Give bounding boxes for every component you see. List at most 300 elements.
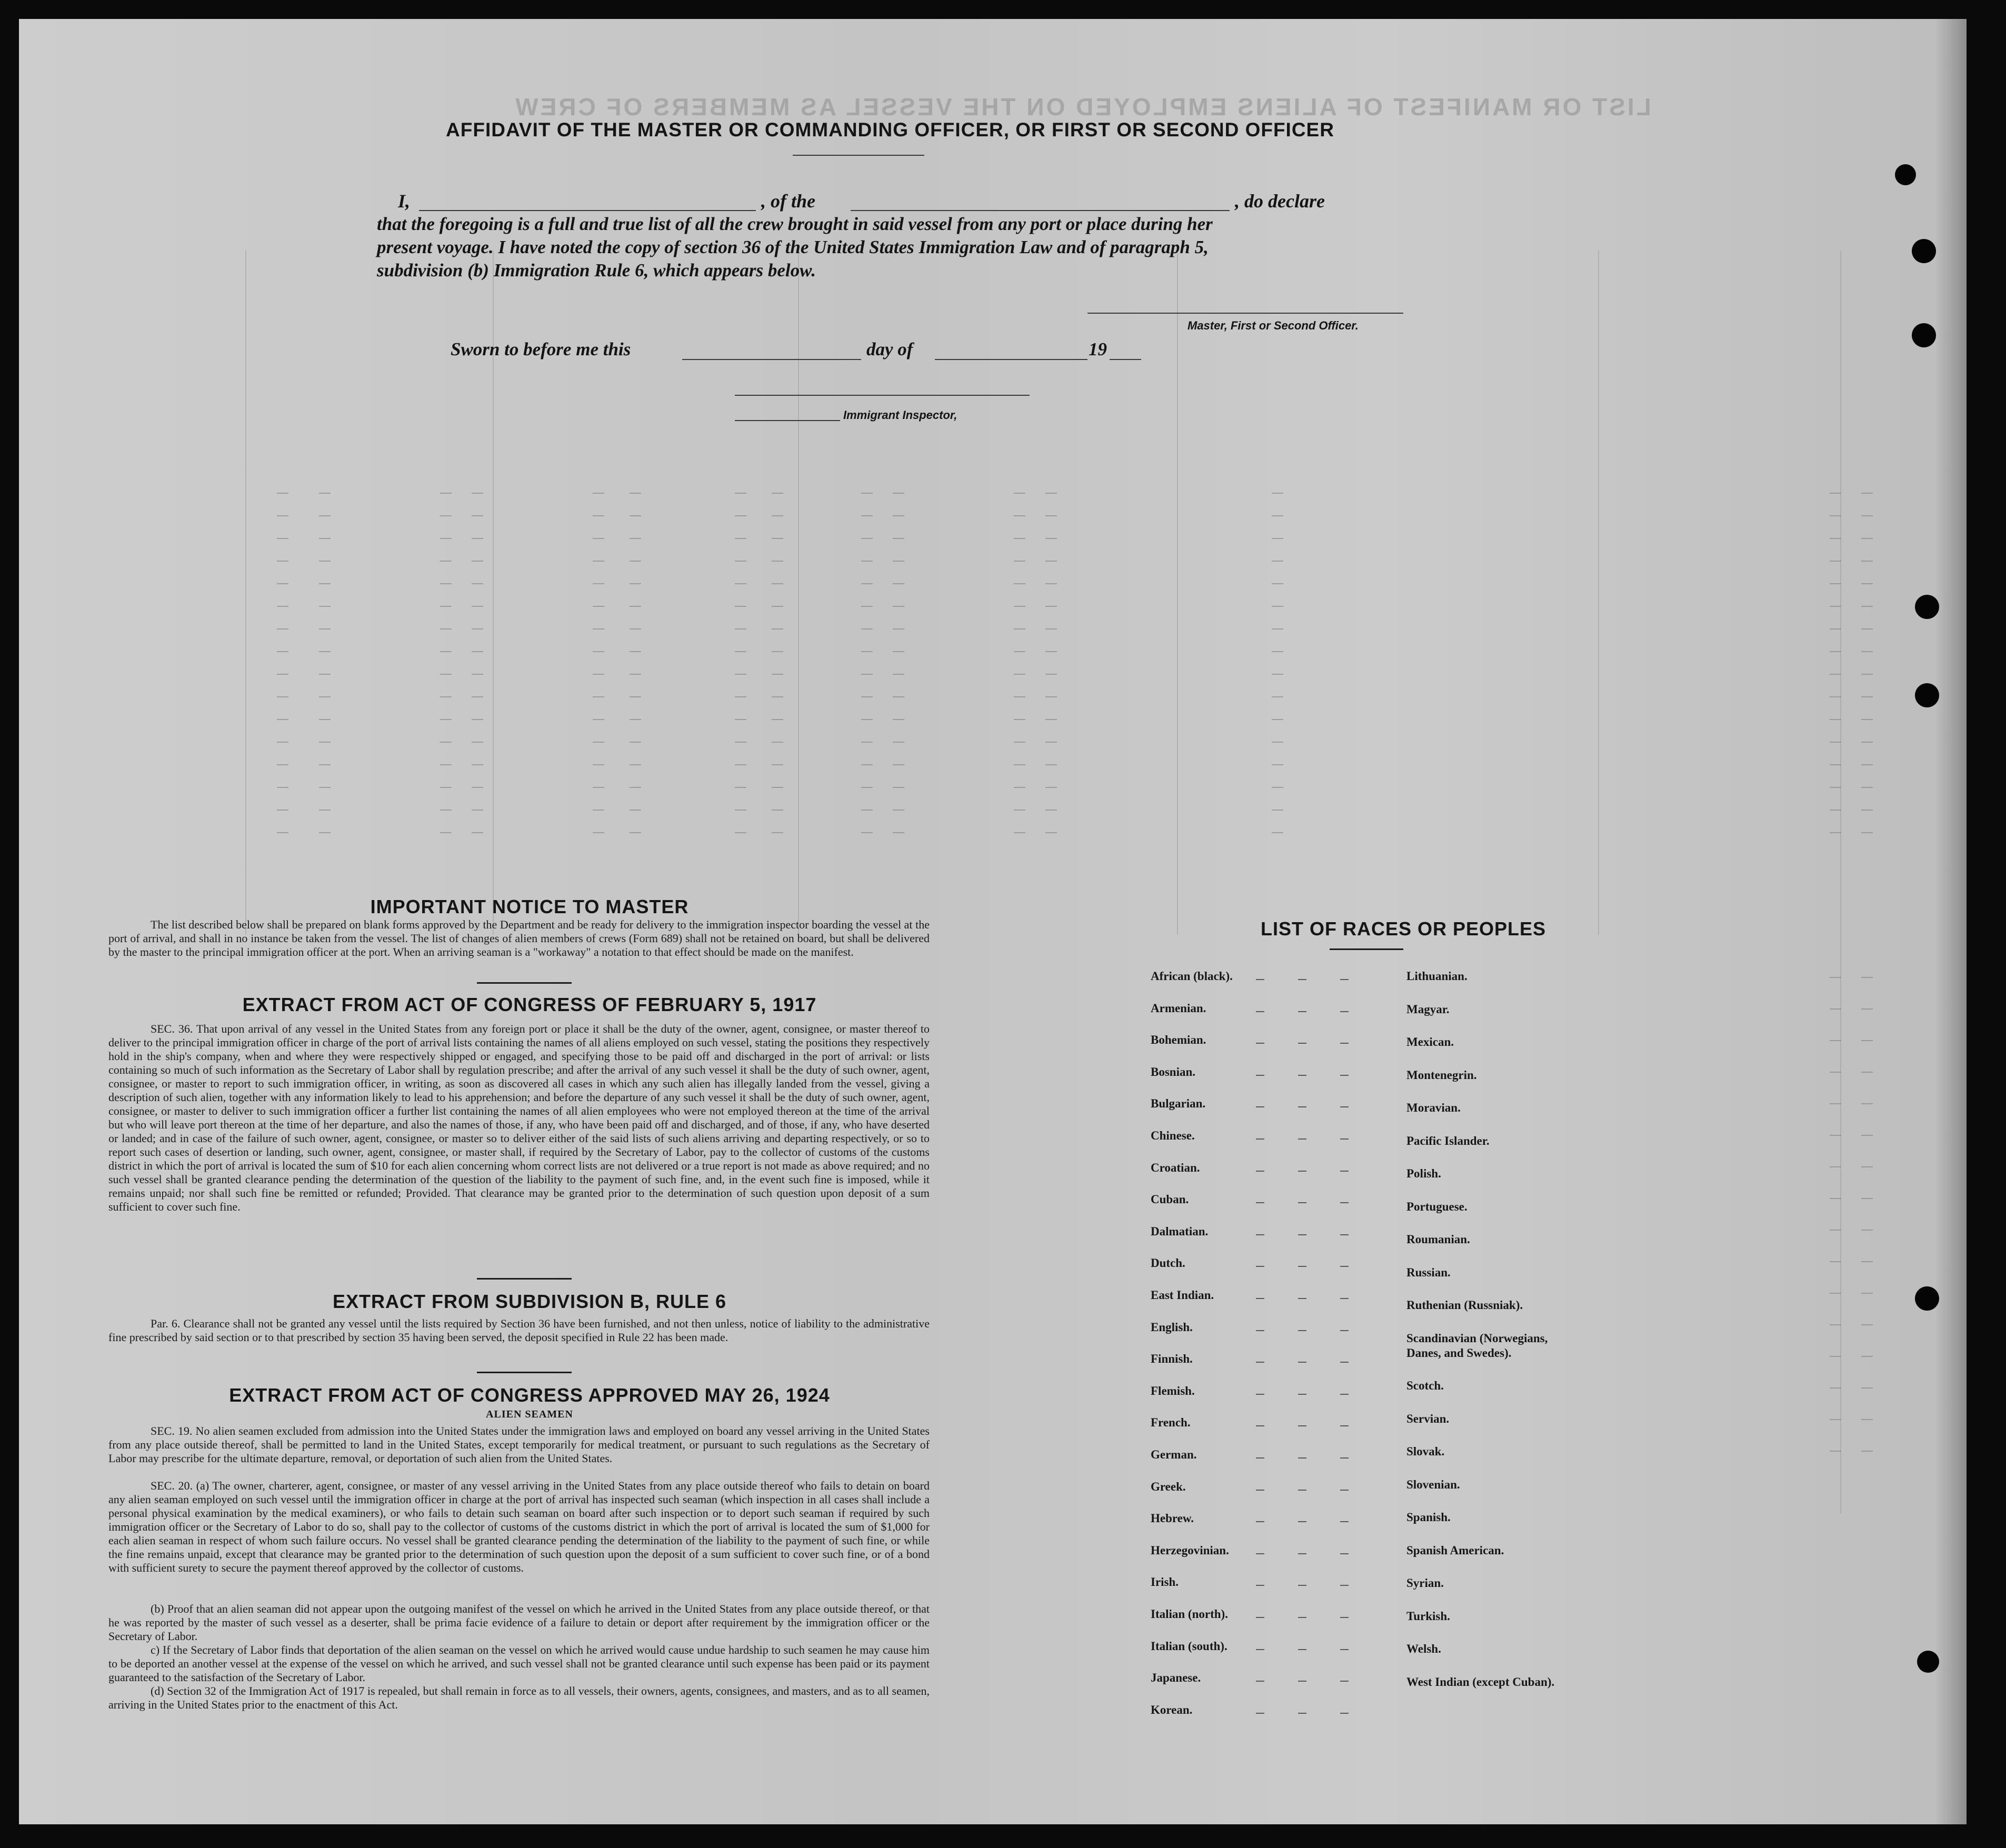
leader-dash [1340, 1521, 1349, 1522]
bleed-through-dash [1272, 606, 1283, 607]
bleed-through-dash [277, 493, 288, 494]
bleed-through-dash [1045, 561, 1057, 562]
race-item: Spanish. [1406, 1511, 1451, 1524]
inspector-caption: Immigrant Inspector, [843, 408, 957, 422]
bleed-through-dash [319, 583, 331, 584]
bleed-through-dash [1014, 832, 1025, 833]
bleed-through-dash [1830, 628, 1841, 630]
leader-dash [1298, 1234, 1306, 1235]
bleed-through-dash [861, 832, 873, 833]
bleed-through-dash [277, 787, 288, 788]
bleed-through-dash [1045, 742, 1057, 743]
race-item: Japanese. [1151, 1671, 1201, 1685]
leader-dash [1256, 1171, 1264, 1172]
race-item: Armenian. [1151, 1001, 1206, 1015]
leader-dash [1340, 1234, 1349, 1235]
bleed-through-dash [861, 810, 873, 811]
bleed-through-dash [772, 515, 783, 516]
bleed-through-dash [861, 515, 873, 516]
leader-dash [1298, 1362, 1306, 1363]
race-item: Magyar. [1406, 1002, 1450, 1016]
bleed-through-dash [735, 810, 746, 811]
bleed-through-dash [630, 561, 641, 562]
bleed-through-dash [472, 696, 483, 697]
bleed-through-dash [1830, 810, 1841, 811]
bleed-through-dash [1272, 787, 1283, 788]
rule6-text: Par. 6. Clearance shall not be granted any vessel until the lists required by Section 36 have been furnished, and not then unless, notice of liability to the administrative fine prescribed by said section or to that prescribed by section 35 having been served, the deposit specified in Rule 22 has been made. [108, 1317, 930, 1344]
bleed-through-dash [472, 719, 483, 720]
bleed-through-dash [593, 742, 604, 743]
bleed-through-dash [1861, 538, 1873, 539]
bleed-through-dash [735, 764, 746, 765]
bleed-through-dash [1272, 493, 1283, 494]
bleed-through-dash [1830, 1103, 1841, 1104]
binder-hole [1915, 1286, 1939, 1311]
bleed-through-dash [861, 787, 873, 788]
bleed-through-dash [472, 674, 483, 675]
bleed-through-dash [1045, 764, 1057, 765]
bleed-through-dash [593, 719, 604, 720]
race-item: Ruthenian (Russniak). [1406, 1298, 1523, 1312]
bleed-through-dash [440, 810, 452, 811]
leader-dash [1340, 1043, 1349, 1044]
bleed-through-dash [1272, 538, 1283, 539]
bleed-through-dash [1861, 787, 1873, 788]
declarant-i: I, [398, 191, 411, 212]
bleed-through-dash [319, 538, 331, 539]
bleed-through-dash [1830, 1166, 1841, 1167]
bleed-through-dash [893, 561, 904, 562]
bleed-through-dash [1830, 1072, 1841, 1073]
bleed-through-dash [1861, 742, 1873, 743]
bleed-through-dash [277, 719, 288, 720]
bleed-through-dash [1830, 719, 1841, 720]
leader-dash [1256, 1075, 1264, 1076]
leader-dash [1256, 1138, 1264, 1140]
leader-dash [1340, 1425, 1349, 1426]
column-divider [1598, 251, 1599, 935]
races-divider [1330, 948, 1403, 950]
extract-1924-subtitle: ALIEN SEAMEN [486, 1409, 573, 1420]
leader-dash [1298, 979, 1306, 980]
race-item: Syrian. [1406, 1576, 1444, 1590]
leader-dash [1340, 1106, 1349, 1107]
race-item: Roumanian. [1406, 1233, 1470, 1246]
bleed-through-dash [1014, 696, 1025, 697]
bleed-through-dash [1014, 561, 1025, 562]
leader-dash [1298, 1617, 1306, 1618]
bleed-through-dash [893, 764, 904, 765]
race-item: Servian. [1406, 1412, 1450, 1425]
leader-dash [1340, 1298, 1349, 1299]
bleed-through-dash [772, 742, 783, 743]
leader-dash [1298, 1075, 1306, 1076]
bleed-through-dash [319, 764, 331, 765]
bleed-through-dash [861, 538, 873, 539]
bleed-through-dash [861, 628, 873, 630]
bleed-through-dash [440, 742, 452, 743]
binder-hole [1895, 164, 1916, 185]
bleed-through-dash [593, 628, 604, 630]
bleed-through-dash [630, 810, 641, 811]
leader-dash [1256, 1617, 1264, 1618]
bleed-through-dash [735, 719, 746, 720]
leader-dash [1340, 1171, 1349, 1172]
affidavit-line-1 [398, 190, 1409, 213]
vessel-name-line [851, 210, 1230, 211]
race-item: Hebrew. [1151, 1512, 1194, 1525]
leader-dash [1256, 1713, 1264, 1714]
bleed-through-dash [1272, 719, 1283, 720]
bleed-through-dash [861, 561, 873, 562]
leader-dash [1256, 1425, 1264, 1426]
notice-text: The list described below shall be prepared on blank forms approved by the Department and be ready for delivery to the immigration inspector boarding the vessel at the port of arrival, and shall in no instance be taken from the vessel. The list of changes of alien members of crews (Form 689) shall not be retained on board, but shall be delivered by the master to the principal immigration officer at the port. When an arriving seaman is a "workaway" a notation to that effect should be made on the manifest. [108, 918, 930, 958]
bleed-through-dash [735, 583, 746, 584]
bleed-through-dash [472, 538, 483, 539]
bleed-through-dash [1830, 493, 1841, 494]
race-item: African (black). [1151, 970, 1233, 983]
leader-dash [1298, 1106, 1306, 1107]
bleed-through-dash [593, 651, 604, 652]
column-divider [245, 251, 246, 935]
bleed-through-dash [893, 606, 904, 607]
race-item: Greek. [1151, 1480, 1186, 1493]
bleed-through-dash [1830, 1356, 1841, 1357]
bleed-through-dash [1045, 674, 1057, 675]
leader-dash [1298, 1425, 1306, 1426]
bleed-through-dash [593, 696, 604, 697]
bleed-through-dash [630, 515, 641, 516]
bleed-through-dash [1861, 832, 1873, 833]
bleed-through-dash [319, 832, 331, 833]
race-item: Montenegrin. [1406, 1068, 1477, 1082]
race-item: Russian. [1406, 1265, 1451, 1279]
leader-dash [1256, 1202, 1264, 1203]
bleed-through-dash [1014, 651, 1025, 652]
bleed-through-dash [1861, 719, 1873, 720]
bleed-through-dash [440, 787, 452, 788]
bleed-through-dash [630, 742, 641, 743]
race-item: Herzegovinian. [1151, 1543, 1229, 1557]
leader-dash [1256, 1457, 1264, 1459]
bleed-through-dash [593, 583, 604, 584]
leader-dash [1256, 1298, 1264, 1299]
bleed-through-dash [772, 810, 783, 811]
leader-dash [1298, 1553, 1306, 1554]
bleed-through-dash [1830, 764, 1841, 765]
race-item: Pacific Islander. [1406, 1134, 1490, 1147]
race-item: Cuban. [1151, 1193, 1189, 1206]
bleed-through-dash [735, 742, 746, 743]
race-item: West Indian (except Cuban). [1406, 1675, 1555, 1689]
bleed-through-dash [735, 651, 746, 652]
bleed-through-dash [1830, 515, 1841, 516]
leader-dash [1256, 1362, 1264, 1363]
bleed-through-dash [630, 628, 641, 630]
affidavit-title-underline [793, 155, 924, 156]
race-item: Danes, and Swedes). [1406, 1346, 1512, 1360]
leader-dash [1298, 1457, 1306, 1459]
bleed-through-dash [772, 832, 783, 833]
bleed-through-dash [1014, 787, 1025, 788]
bleed-through-dash [893, 674, 904, 675]
bleed-through-dash [593, 515, 604, 516]
bleed-through-dash [861, 719, 873, 720]
bleed-through-dash [1861, 810, 1873, 811]
leader-dash [1256, 1394, 1264, 1395]
bleed-through-dash [1045, 719, 1057, 720]
bleed-through-dash [319, 628, 331, 630]
bleed-through-dash [277, 606, 288, 607]
bleed-through-dash [1830, 583, 1841, 584]
bleed-through-dash [277, 538, 288, 539]
bleed-through-dash [277, 810, 288, 811]
leader-dash [1340, 1649, 1349, 1650]
master-signature-caption: Master, First or Second Officer. [1187, 319, 1359, 332]
bleed-through-dash [772, 561, 783, 562]
bleed-through-dash [440, 538, 452, 539]
affidavit-line-3: present voyage. I have noted the copy of section 36 of the United States Immigration Law and of paragraph 5, [377, 237, 1209, 257]
leader-dash [1340, 1713, 1349, 1714]
bleed-through-dash [1861, 561, 1873, 562]
bleed-through-dash [277, 674, 288, 675]
bleed-through-dash [630, 606, 641, 607]
leader-dash [1298, 1138, 1306, 1140]
bleed-through-dash [440, 493, 452, 494]
bleed-through-dash [772, 764, 783, 765]
bleed-through-dash [735, 696, 746, 697]
bleed-through-dash [440, 651, 452, 652]
bleed-through-dash [1830, 561, 1841, 562]
bleed-through-dash [893, 628, 904, 630]
race-item: Croatian. [1151, 1161, 1200, 1174]
bleed-through-dash [277, 628, 288, 630]
bleed-through-dash [472, 832, 483, 833]
leader-dash [1298, 1585, 1306, 1586]
bleed-through-dash [772, 696, 783, 697]
bleed-through-dash [630, 538, 641, 539]
bleed-through-dash [893, 832, 904, 833]
bleed-through-dash [630, 674, 641, 675]
bleed-through-dash [440, 561, 452, 562]
bleed-through-dash [1014, 719, 1025, 720]
bleed-through-dash [1830, 832, 1841, 833]
bleed-through-dash [319, 493, 331, 494]
bleed-through-dash [319, 515, 331, 516]
bleed-through-dash [1045, 538, 1057, 539]
bleed-through-dash [277, 583, 288, 584]
bleed-through-dash [735, 515, 746, 516]
bleed-through-dash [861, 651, 873, 652]
bleed-through-dash [1861, 1324, 1873, 1325]
sworn-date-line [682, 359, 861, 360]
bleed-through-dash [593, 832, 604, 833]
race-item: German. [1151, 1448, 1197, 1461]
bleed-through-dash [319, 651, 331, 652]
bleed-through-dash [1830, 1261, 1841, 1262]
bleed-through-dash [319, 674, 331, 675]
extract-1924-sec20c: c) If the Secretary of Labor finds that deportation of the alien seaman on the vessel on which he arrived would cause undue hardship to such seamen he may cause him to be deported an another vessel at the expense of the vessel on which he arrived, and such vessel shall not be granted clearance until such expense has been paid or its payment guaranteed to the satisfaction of the Secretary of Labor. [108, 1643, 930, 1684]
race-item: Turkish. [1406, 1609, 1450, 1623]
bleed-through-dash [1861, 1008, 1873, 1010]
bleed-through-dash [1861, 1198, 1873, 1199]
bleed-through-dash [1272, 764, 1283, 765]
bleed-through-dash [1830, 1040, 1841, 1041]
leader-dash [1256, 1521, 1264, 1522]
leader-dash [1298, 1043, 1306, 1044]
leader-dash [1340, 1011, 1349, 1012]
sworn-month-line [935, 359, 1087, 360]
bleed-through-dash [772, 493, 783, 494]
race-item: Bosnian. [1151, 1065, 1196, 1078]
bleed-through-dash [1014, 606, 1025, 607]
bleed-through-dash [1830, 538, 1841, 539]
sworn-year-line [1110, 359, 1141, 360]
bleed-through-dash [277, 561, 288, 562]
bleed-through-dash [772, 583, 783, 584]
bleed-through-dash [277, 764, 288, 765]
bleed-through-dash [593, 764, 604, 765]
leader-dash [1340, 979, 1349, 980]
bleed-through-dash [277, 742, 288, 743]
bleed-through-dash [630, 764, 641, 765]
race-item: Slovak. [1406, 1445, 1445, 1458]
bleed-through-dash [630, 787, 641, 788]
bleed-through-dash [1861, 1356, 1873, 1357]
race-item: Polish. [1406, 1167, 1441, 1180]
leader-dash [1256, 1234, 1264, 1235]
race-item: Dalmatian. [1151, 1224, 1209, 1238]
leader-dash [1340, 1330, 1349, 1331]
bleed-through-dash [735, 787, 746, 788]
bleed-through-dash [1861, 606, 1873, 607]
bleed-through-dash [1830, 1198, 1841, 1199]
bleed-through-dash [1861, 583, 1873, 584]
bleed-through-dash [735, 493, 746, 494]
bleed-through-dash [1830, 1008, 1841, 1010]
right-edge-shadow [1935, 19, 1967, 1824]
bleed-through-dash [1830, 787, 1841, 788]
bleed-through-dash [735, 628, 746, 630]
bleed-through-dash [1830, 1419, 1841, 1420]
bleed-through-dash [772, 651, 783, 652]
bleed-through-dash [1861, 1387, 1873, 1389]
binder-hole [1915, 683, 1939, 707]
bleed-through-dash [735, 606, 746, 607]
bleed-through-dash [472, 515, 483, 516]
leader-dash [1340, 1362, 1349, 1363]
bleed-through-dash [735, 538, 746, 539]
leader-dash [1340, 1617, 1349, 1618]
bleed-through-dash [1272, 515, 1283, 516]
bleed-through-dash [893, 515, 904, 516]
manifest-page [19, 19, 1967, 1824]
race-item: Italian (north). [1151, 1607, 1228, 1621]
bleed-through-dash [472, 810, 483, 811]
bleed-through-dash [893, 787, 904, 788]
binder-hole [1912, 239, 1936, 263]
bleed-through-dash [440, 583, 452, 584]
race-item: Spanish American. [1406, 1543, 1504, 1557]
bleed-through-dash [1014, 515, 1025, 516]
leader-dash [1256, 1266, 1264, 1267]
extract-1924-sec20b: (b) Proof that an alien seaman did not appear upon the outgoing manifest of the vessel on which he arrived in the United States from any place outside thereof, or that he was reported by the master of such vessel as a deserter, shall be prima facie evidence of a failure to detain or deport after requirement by the immigration officer or the Secretary of Labor. [108, 1602, 930, 1643]
race-item: Flemish. [1151, 1384, 1195, 1397]
bleed-through-dash [1014, 538, 1025, 539]
leader-dash [1298, 1490, 1306, 1491]
bleed-through-dash [1861, 696, 1873, 697]
master-signature-line [1087, 313, 1403, 314]
race-item: Italian (south). [1151, 1639, 1227, 1653]
bleed-through-dash [735, 674, 746, 675]
bleed-through-dash [319, 810, 331, 811]
bleed-through-dash [472, 493, 483, 494]
sworn-line [451, 339, 1187, 365]
bleed-through-dash [319, 719, 331, 720]
bleed-through-dash [472, 583, 483, 584]
bleed-through-dash [893, 719, 904, 720]
leader-dash [1256, 1553, 1264, 1554]
bleed-through-dash [593, 493, 604, 494]
bleed-through-dash [472, 787, 483, 788]
race-item: Finnish. [1151, 1352, 1193, 1366]
bleed-through-dash [1045, 628, 1057, 630]
bleed-through-dash [1861, 1293, 1873, 1294]
race-item: Mexican. [1406, 1035, 1454, 1048]
bleed-through-dash [893, 493, 904, 494]
extract-1924-sec20a: SEC. 20. (a) The owner, charterer, agent, consignee, or master of any vessel arriving in the United States from any place outside thereof who fails to detain on board any alien seaman employed on such vessel until the immigration officer in charge at the port of arrival has inspected such seaman (which inspection in all cases shall include a personal physical examination by the medical examiners), or who fails to detain such seaman on board after such inspection or to deport such seaman if required by such immigration officer or the Secretary of Labor to do so, shall pay to the collector of customs of the customs district in which the port of arrival is located the sum of $1,000 for each alien seaman in respect of whom such failure occurs. No vessel shall be granted clearance pending the determination of the liability to the payment of such fine, or while the fine remains unpaid, except that clearance may be granted prior to the determination of such question upon the deposit of a sum sufficient to cover such fine, or of a bond with sufficient surety to secure the payment thereof approved by the collector of customs. [108, 1479, 930, 1574]
bleed-through-dash [630, 651, 641, 652]
bleed-through-dash [1861, 1072, 1873, 1073]
bleed-through-dash [1272, 674, 1283, 675]
bleed-through-dash [1272, 696, 1283, 697]
bleed-through-dash [1014, 810, 1025, 811]
race-item: English. [1151, 1320, 1193, 1334]
bleed-through-dash [1830, 651, 1841, 652]
race-item: Scandinavian (Norwegians, [1406, 1331, 1548, 1345]
bleed-through-dash [1272, 628, 1283, 630]
race-item: Irish. [1151, 1575, 1179, 1589]
bleed-through-dash [1861, 493, 1873, 494]
bleed-through-dash [319, 742, 331, 743]
bleed-through-title: LIST OR MANIFEST OF ALIENS EMPLOYED ON THE VESSEL AS MEMBERS OF CREW [513, 93, 1651, 121]
bleed-through-dash [1861, 674, 1873, 675]
sworn-year: 19 [1089, 339, 1107, 359]
extract-1917-text: SEC. 36. That upon arrival of any vessel in the United States from any foreign port or place it shall be the duty of the owner, agent, consignee, or master thereof to deliver to the principal immigration officer in charge of the port of arrival lists containing the names of all aliens employed on such vessel, stating the positions they respectively hold in the ship's company, when and where they were respectively shipped or engaged, and specifying those to be paid off and discharged in the port of arrival: or lists containing so much of such information as the Secretary of Labor shall by regulation prescribe; and after the arrival of any such vessel it shall be the duty of such owner, agent, consignee, or master to report to such immigration officer, in writing, as soon as discovered all cases in which any such alien has illegally landed from the vessel, giving a description of such alien, together with any information likely to lead to his apprehension; and before the departure of any such vessel it shall be the duty of such owner, agent, consignee, or master to deliver to such immigration officer a further list containing the names of all alien employees who were not employed thereon at the time of the arrival but who will leave port thereon at the time of her departure, and also the names of those, if any, who have been paid off and discharged, and of those, if any, who have deserted or landed; and in case of the failure of such owner, agent, consignee, or master so to deliver either of the said lists of such aliens arriving and departing respectively, or so to report such cases of desertion or landing, such owner, agent, consignee, or master shall, if required by the Secretary of Labor, pay to the collector of customs of the customs district in which the port of arrival is located the sum of $10 for each alien concerning whom correct lists are not delivered or a true report is not made as above required; and no such vessel shall be granted clearance pending the determination of the question of the liability to the payment of such fine, and, in the event such fine is imposed, while it remains unpaid; nor shall such fine be remitted or refunded; Provided. That clearance may be granted prior to the determination of such question upon deposit of a sum sufficient to cover such fine. [108, 1022, 930, 1213]
bleed-through-dash [772, 787, 783, 788]
bleed-through-dash [472, 764, 483, 765]
bleed-through-dash [440, 719, 452, 720]
bleed-through-dash [472, 606, 483, 607]
race-item: Bohemian. [1151, 1033, 1206, 1047]
leader-dash [1298, 1681, 1306, 1682]
race-item: Lithuanian. [1406, 970, 1468, 983]
extract-1924-title: EXTRACT FROM ACT OF CONGRESS APPROVED MAY 26, 1924 [229, 1384, 830, 1406]
leader-dash [1340, 1075, 1349, 1076]
rule6-divider [477, 1372, 572, 1373]
leader-dash [1298, 1202, 1306, 1203]
bleed-through-dash [1861, 764, 1873, 765]
bleed-through-dash [1861, 515, 1873, 516]
leader-dash [1340, 1266, 1349, 1267]
bleed-through-dash [893, 810, 904, 811]
leader-dash [1340, 1490, 1349, 1491]
leader-dash [1256, 979, 1264, 980]
leader-dash [1298, 1298, 1306, 1299]
bleed-through-dash [1830, 1230, 1841, 1231]
bleed-through-dash [1272, 810, 1283, 811]
leader-dash [1298, 1649, 1306, 1650]
